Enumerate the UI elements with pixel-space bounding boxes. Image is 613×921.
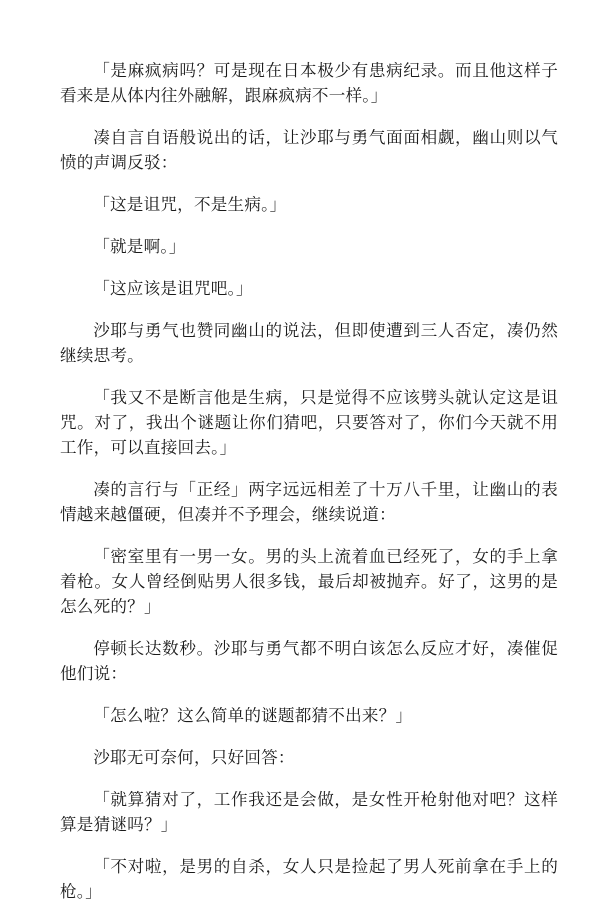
paragraph-8: 凑的言行与「正经」两字远远相差了十万八千里，让幽山的表情越来越僵硬，但凑并不予理会，继续说道： (60, 480, 558, 524)
paragraph-3: 「这是诅咒，不是生病。」 (93, 195, 287, 214)
paragraph-10: 停顿长达数秒。沙耶与勇气都不明白该怎么反应才好，凑催促他们说： (60, 639, 558, 683)
paragraph-6: 沙耶与勇气也赞同幽山的说法，但即使遭到三人否定，凑仍然继续思考。 (60, 321, 558, 365)
paragraph-14: 「不对啦，是男的自杀，女人只是捡起了男人死前拿在手上的枪。」 (60, 857, 558, 901)
paragraph-4: 「就是啊。」 (93, 237, 186, 256)
paragraph-12: 沙耶无可奈何，只好回答： (93, 748, 295, 767)
paragraph-2: 凑自言自语般说出的话，让沙耶与勇气面面相觑，幽山则以气愤的声调反驳： (60, 128, 558, 172)
paragraph-1: 「是麻疯病吗？可是现在日本极少有患病纪录。而且他这样子看来是从体内往外融解，跟麻疯病不一样。」 (60, 61, 558, 105)
paragraph-5: 「这应该是诅咒吧。」 (93, 279, 253, 298)
document-page (60, 58, 558, 921)
paragraph-11: 「怎么啦？这么简单的谜题都猜不出来？」 (93, 706, 413, 725)
paragraph-7: 「我又不是断言他是生病，只是觉得不应该劈头就认定这是诅咒。对了，我出个谜题让你们猜吧，只要答对了，你们今天就不用工作，可以直接回去。」 (60, 388, 558, 457)
paragraph-13: 「就算猜对了，工作我还是会做，是女性开枪射他对吧？这样算是猜谜吗？」 (60, 790, 558, 834)
paragraph-9: 「密室里有一男一女。男的头上流着血已经死了，女的手上拿着枪。女人曾经倒贴男人很多钱，最后却被抛弃。好了，这男的是怎么死的？」 (60, 547, 558, 616)
